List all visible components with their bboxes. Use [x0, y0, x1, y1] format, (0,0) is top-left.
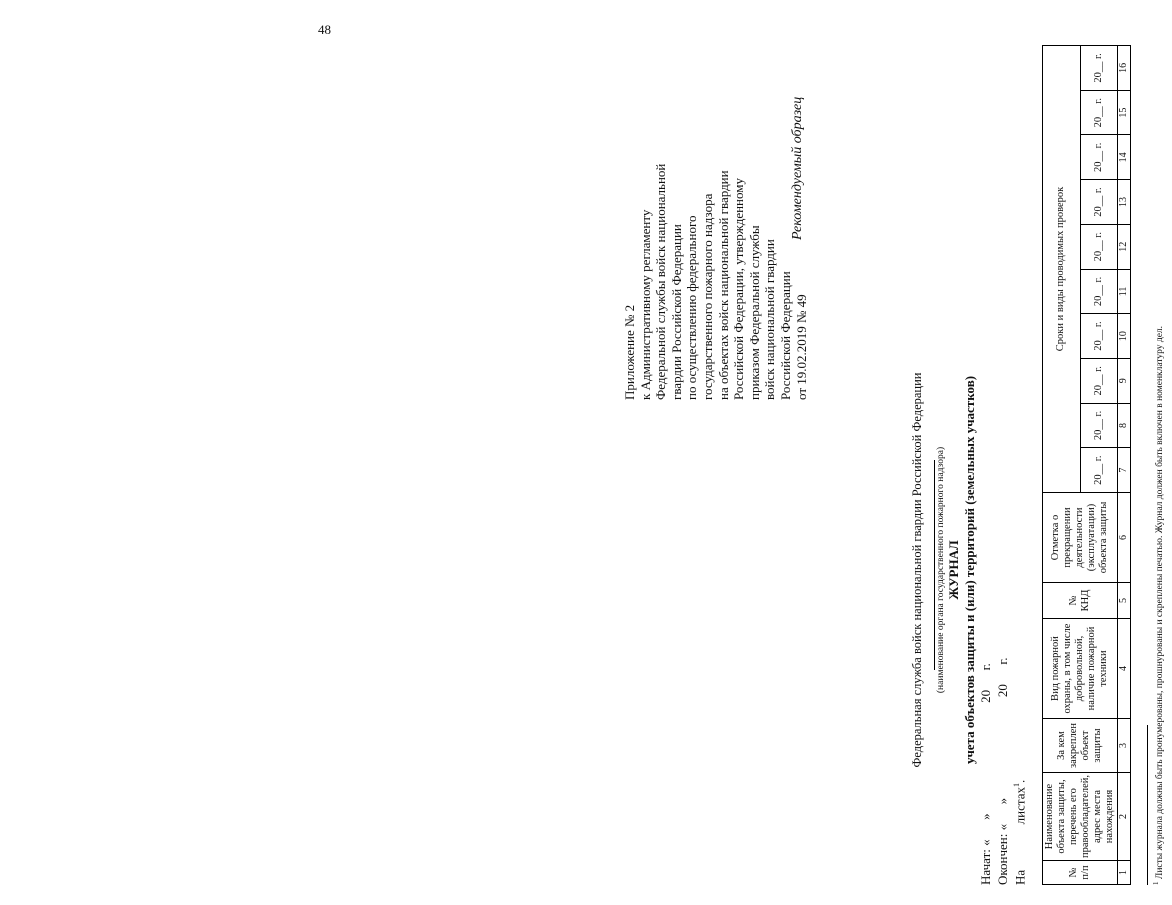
year-cell: 20__ г.	[1080, 135, 1118, 180]
page-number: 48	[318, 22, 331, 37]
organ-underline	[934, 460, 935, 670]
sample-label: Рекомендуемый образец	[790, 96, 805, 240]
appendix-line: к Административному регламенту	[637, 209, 653, 400]
year-cell: 20__ г.	[1080, 90, 1118, 135]
appendix-line: Российской Федерации, утвержденному	[731, 178, 747, 400]
year-cell: 20__ г.	[1080, 403, 1118, 448]
footnote-text: Листы журнала должны быть пронумерованы, прошнурованы и скреплены печатью. Журнал должен быть включен в номенклатуру дел.	[1155, 325, 1166, 880]
rotated-sheet	[612, 30, 1172, 890]
appendix-line: Российской Федерации	[777, 271, 793, 400]
column-number: 13	[1118, 180, 1131, 225]
year-cell: 20__ г.	[1080, 269, 1118, 314]
table-number-row	[1118, 46, 1131, 885]
appendix-line: Приложение № 2	[622, 304, 637, 400]
column-number: 16	[1118, 46, 1131, 91]
header-inspections: Сроки и виды проводимых проверок	[1043, 46, 1081, 493]
appendix-line: по осуществлению федерального	[684, 215, 700, 400]
ended-text: Окончен: « » 20 г.	[995, 657, 1010, 885]
year-cell: 20__ г.	[1080, 46, 1118, 91]
footnote	[1152, 45, 1165, 885]
column-number: 2	[1118, 773, 1131, 861]
year-cell: 20__ г.	[1080, 358, 1118, 403]
started-text: Начат: « » 20 г.	[978, 663, 993, 885]
footnote-separator	[1147, 725, 1148, 885]
sheets-footnote-ref: 1	[1012, 783, 1021, 788]
started-line	[978, 663, 994, 885]
sheets-text: На листах	[1012, 787, 1028, 885]
year-cell: 20__ г.	[1080, 314, 1118, 359]
column-number: 1	[1118, 861, 1131, 885]
table-header-row	[1043, 46, 1081, 885]
appendix-line: Федеральной службы войск национальной	[653, 163, 669, 400]
appendix-line: приказом Федеральной службы	[746, 225, 762, 400]
appendix-block	[622, 40, 809, 400]
column-number: 11	[1118, 269, 1131, 314]
column-number: 10	[1118, 314, 1131, 359]
column-number: 6	[1118, 493, 1131, 583]
year-cell: 20__ г.	[1080, 180, 1118, 225]
year-cell: 20__ г.	[1080, 224, 1118, 269]
appendix-line: на объектах войск национальной гвардии	[715, 170, 731, 400]
column-number: 8	[1118, 403, 1131, 448]
header-assigned: За кем закреплен объект защиты	[1043, 719, 1118, 773]
column-number: 12	[1118, 224, 1131, 269]
column-number: 14	[1118, 135, 1131, 180]
header-knd: № КНД	[1043, 583, 1118, 619]
column-number: 7	[1118, 448, 1131, 493]
organ-caption: (наименование органа государственного пожарного надзора)	[936, 446, 946, 694]
header-index: № п/п	[1043, 861, 1118, 885]
header-object-name: Наименование объекта защиты, перечень его правообладателей, адрес места нахождения	[1043, 773, 1118, 861]
appendix-line: войск национальной гвардии	[762, 239, 778, 400]
agency-name: Федеральная служба войск национальной гвардии Российской Федерации	[910, 372, 924, 768]
ended-line	[995, 658, 1011, 886]
footnote-mark: 1	[1152, 881, 1160, 885]
column-number: 9	[1118, 358, 1131, 403]
column-number: 4	[1118, 619, 1131, 719]
journal-subtitle: учета объектов защиты и (или) территорий (земельных участков)	[962, 375, 977, 765]
appendix-line: от 19.02.2019 № 49	[793, 294, 809, 400]
column-number: 5	[1118, 583, 1131, 619]
journal-title: ЖУРНАЛ	[946, 540, 961, 600]
column-number: 3	[1118, 719, 1131, 773]
sheets-line: На листах$^1$.	[1012, 779, 1028, 885]
header-fire-protection: Вид пожарной охраны, в том числе добровольной, наличие пожарной техники	[1043, 619, 1118, 719]
journal-table	[1042, 45, 1131, 885]
appendix-line: гвардии Российской Федерации	[668, 224, 684, 400]
header-termination: Отметка о прекращении деятельности (эксплуатации) объекта защиты	[1043, 493, 1118, 583]
appendix-line: государственного пожарного надзора	[699, 193, 715, 400]
column-number: 15	[1118, 90, 1131, 135]
year-cell: 20__ г.	[1080, 448, 1118, 493]
